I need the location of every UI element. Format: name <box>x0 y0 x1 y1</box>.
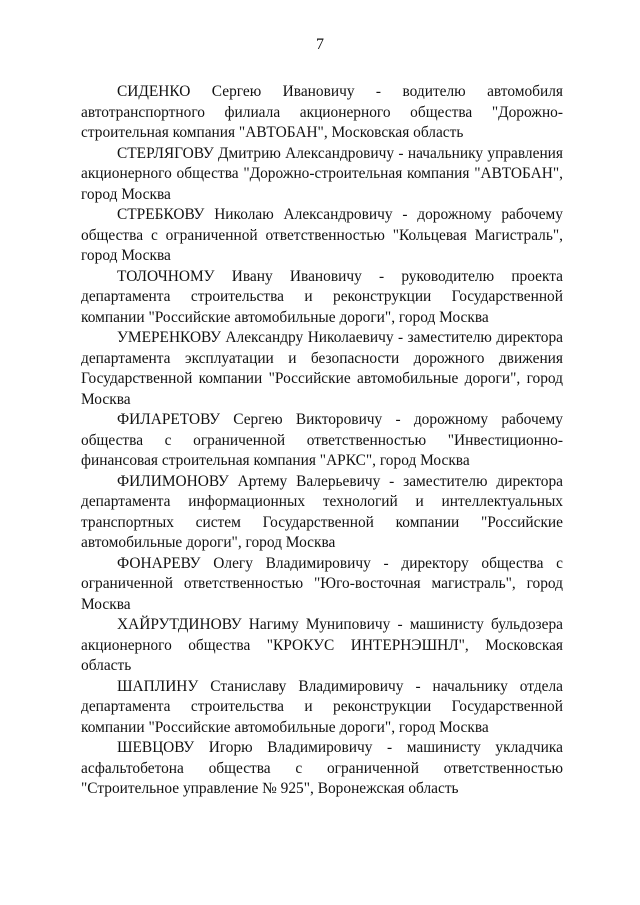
list-item: ФИЛАРЕТОВУ Сергею Викторовичу - дорожному рабочему общества с ограниченной ответственностью "Инвестиционно-финансовая строительная компания "АРКС", город Москва <box>81 411 563 469</box>
list-item: СТЕРЛЯГОВУ Дмитрию Александровичу - начальнику управления акционерного общества "Дорожно-строительная компания "АВТОБАН", город Москва <box>81 144 563 203</box>
list-item: ШЕВЦОВУ Игорю Владимировичу - машинисту укладчика асфальтобетона общества с ограниченной ответственностью "Строительное управление № 925", Воронежская область <box>81 739 563 797</box>
list-item: ФОНАРЕВУ Олегу Владимировичу - директору общества с ограниченной ответственностью "Юго-восточная магистраль", город Москва <box>81 554 563 613</box>
list-item: УМЕРЕНКОВУ Александру Николаевичу - заместителю директора департамента эксплуатации и безопасности дорожного движения Государственной компании "Российские автомобильные дороги", город Москва <box>81 329 563 408</box>
list-item: СТРЕБКОВУ Николаю Александровичу - дорожному рабочему общества с ограниченной ответственностью "Кольцевая Магистраль", город Москва <box>81 206 563 264</box>
page-number: 7 <box>316 36 324 53</box>
list-item: ТОЛОЧНОМУ Ивану Ивановичу - руководителю проекта департамента строительства и реконструкции Государственной компании "Российские автомобильные дороги", город Москва <box>81 267 563 326</box>
list-item: ХАЙРУТДИНОВУ Нагиму Муниповичу - машинисту бульдозера акционерного общества "КРОКУС ИНТЕРНЭШНЛ", Московская область <box>81 616 563 674</box>
award-list <box>81 82 563 800</box>
list-item: ФИЛИМОНОВУ Артему Валерьевичу - заместителю директора департамента информационных технологий и интеллектуальных транспортных систем Государственной компании "Российские автомобильные дороги", город Москва <box>81 472 563 551</box>
list-item: ШАПЛИНУ Станиславу Владимировичу - начальнику отдела департамента строительства и реконструкции Государственной компании "Российские автомобильные дороги", город Москва <box>81 677 563 736</box>
list-item: СИДЕНКО Сергею Ивановичу - водителю автомобиля автотранспортного филиала акционерного общества "Дорожно-строительная компания "АВТОБАН", Московская область <box>81 83 563 141</box>
